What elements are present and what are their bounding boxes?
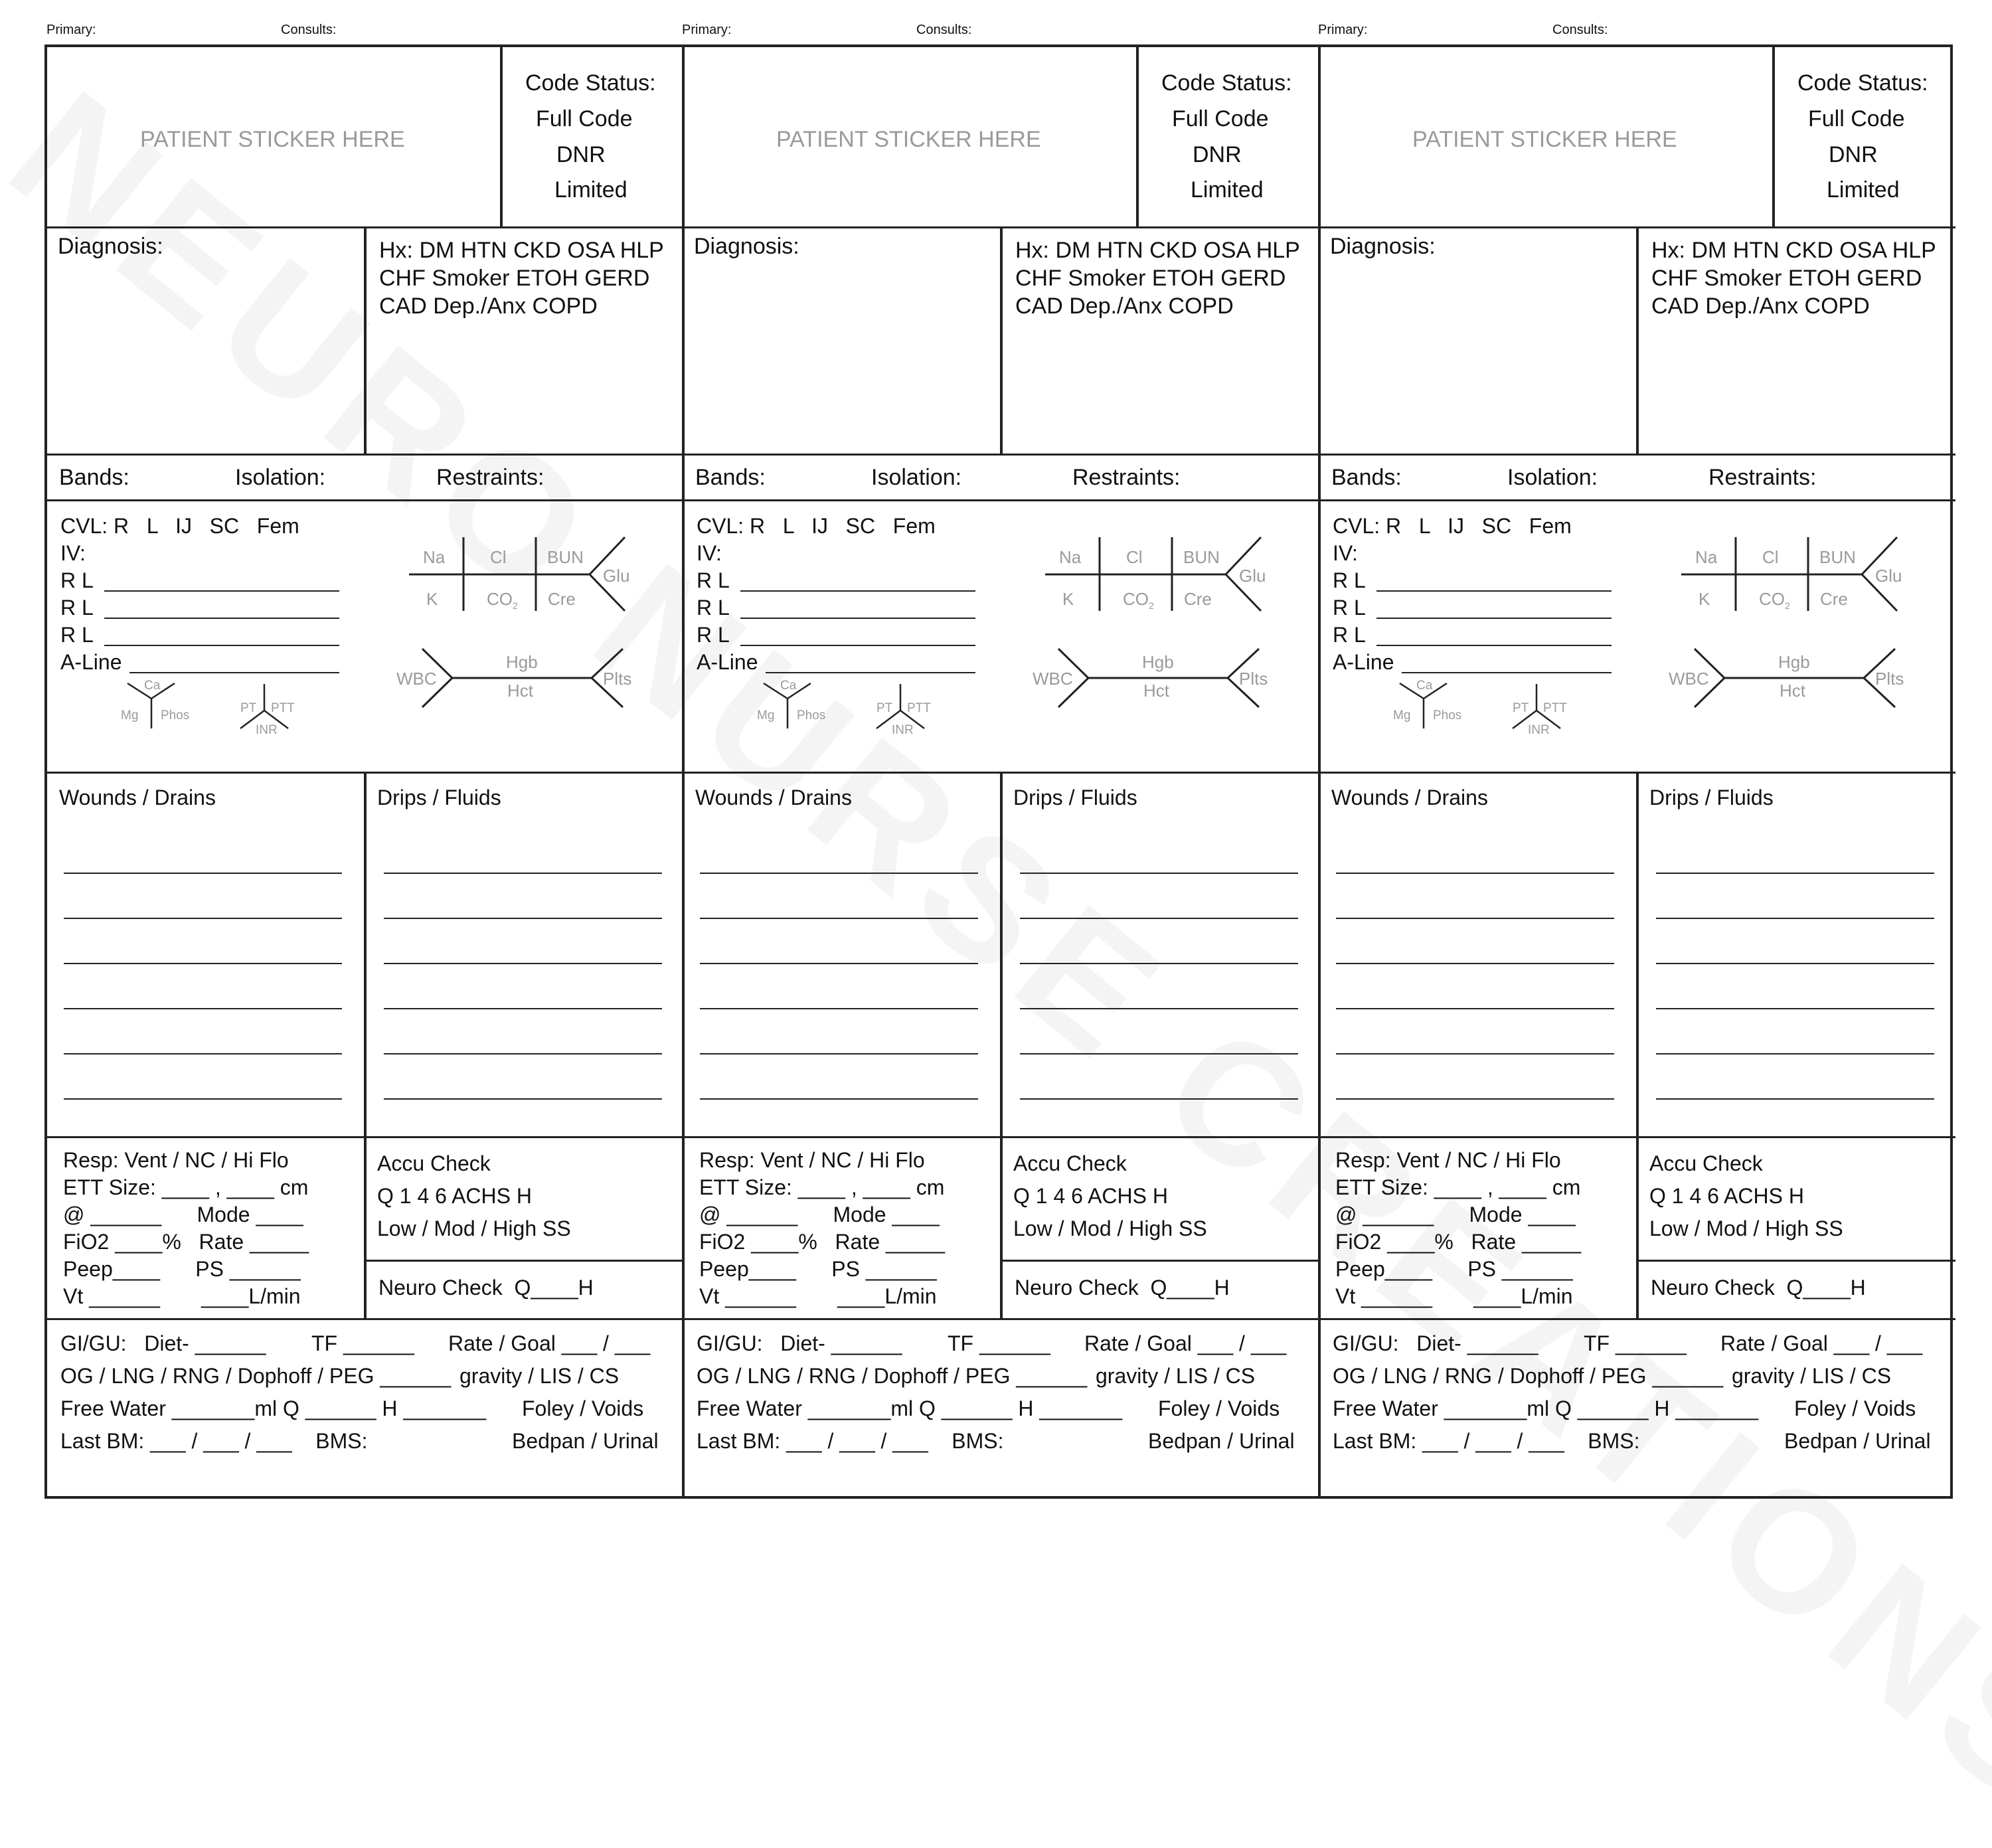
isolation-label: Isolation:	[1507, 465, 1598, 490]
drips-fluids-label: Drips / Fluids	[1649, 786, 1774, 809]
patient-column-3	[1319, 47, 1955, 1496]
iv-line-1-label: R L	[60, 568, 94, 592]
code-status-title: Code Status:	[1797, 70, 1928, 96]
primary-label: Primary:	[46, 23, 96, 37]
wounds-drains-label: Wounds / Drains	[695, 786, 852, 809]
isolation-label: Isolation:	[235, 465, 326, 490]
patient-column-2	[683, 47, 1319, 1496]
hx-line-1: Hx: DM HTN CKD OSA HLP	[379, 238, 664, 263]
gi-last-bm: Last BM: ___ / ___ / ___ BMS:	[697, 1429, 1004, 1453]
resp-line-4: FiO2 ____% Rate _____	[699, 1230, 946, 1254]
gi-free-water: Free Water _______ml Q ______ H _______	[60, 1396, 486, 1420]
gi-tf: TF ______	[311, 1331, 414, 1355]
gi-suction: gravity / LIS / CS	[459, 1364, 620, 1388]
iv-label: IV:	[1333, 541, 1358, 565]
accu-check-frequency: Q 1 4 6 ACHS H	[377, 1184, 532, 1208]
lab-pt: PT	[1513, 701, 1529, 715]
gu-foley-voids: Foley / Voids	[1158, 1396, 1280, 1420]
lab-plts: Plts	[603, 669, 632, 689]
lab-co2-subscript: 2	[1149, 600, 1154, 611]
neuro-check-label: Neuro Check Q____H	[1651, 1276, 1866, 1300]
isolation-label: Isolation:	[871, 465, 962, 490]
resp-line-6: Vt ______ ____L/min	[63, 1284, 301, 1308]
gu-bedpan-urinal: Bedpan / Urinal	[512, 1429, 659, 1453]
resp-line-5: Peep____ PS ______	[1335, 1257, 1573, 1281]
lab-co2-subscript: 2	[1785, 600, 1790, 611]
primary-label: Primary:	[1318, 23, 1368, 37]
aline-label: A-Line	[60, 650, 122, 674]
gu-foley-voids: Foley / Voids	[1794, 1396, 1916, 1420]
gi-suction: gravity / LIS / CS	[1732, 1364, 1892, 1388]
lab-hgb: Hgb	[506, 652, 538, 672]
lab-k: K	[1699, 589, 1710, 609]
resp-line-1: Resp: Vent / NC / Hi Flo	[699, 1148, 925, 1172]
resp-line-5: Peep____ PS ______	[699, 1257, 937, 1281]
resp-line-5: Peep____ PS ______	[63, 1257, 301, 1281]
gu-foley-voids: Foley / Voids	[522, 1396, 644, 1420]
accu-check-label: Accu Check	[1013, 1151, 1127, 1175]
patient-column-1	[47, 47, 683, 1496]
consults-label: Consults:	[916, 23, 972, 37]
patient-sticker-placeholder[interactable]: PATIENT STICKER HERE	[776, 127, 1041, 152]
resp-line-6: Vt ______ ____L/min	[699, 1284, 937, 1308]
drips-fluids-label: Drips / Fluids	[1013, 786, 1137, 809]
iv-line-2-label: R L	[1333, 596, 1366, 620]
column-divider	[1318, 47, 1321, 1496]
lab-bun: BUN	[1819, 547, 1856, 567]
gi-rate-goal: Rate / Goal ___ / ___	[1084, 1331, 1287, 1355]
code-option-limited[interactable]: Limited	[1191, 177, 1264, 203]
lab-hct: Hct	[507, 681, 533, 701]
lab-co2-subscript: 2	[513, 600, 518, 611]
drips-fluids-label: Drips / Fluids	[377, 786, 501, 809]
gu-bedpan-urinal: Bedpan / Urinal	[1148, 1429, 1295, 1453]
cvl-options: CVL: R L IJ SC Fem	[60, 514, 299, 538]
lab-bun: BUN	[1183, 547, 1220, 567]
gi-tube-type: OG / LNG / RNG / Dophoff / PEG ______	[1333, 1364, 1724, 1388]
gi-diet: GI/GU: Diet- ______	[697, 1331, 902, 1355]
gi-free-water: Free Water _______ml Q ______ H _______	[1333, 1396, 1758, 1420]
diagnosis-label: Diagnosis:	[1330, 234, 1436, 259]
lab-cl: Cl	[1126, 547, 1143, 567]
patient-sticker-placeholder[interactable]: PATIENT STICKER HERE	[1412, 127, 1677, 152]
hx-line-3: CAD Dep./Anx COPD	[1651, 294, 1870, 319]
hx-line-1: Hx: DM HTN CKD OSA HLP	[1651, 238, 1936, 263]
lab-pt: PT	[240, 701, 257, 715]
gi-tube-type: OG / LNG / RNG / Dophoff / PEG ______	[60, 1364, 452, 1388]
lab-phos: Phos	[161, 709, 190, 722]
iv-line-3-label: R L	[60, 623, 94, 647]
iv-line-2-label: R L	[60, 596, 94, 620]
lab-hct: Hct	[1780, 681, 1805, 701]
lab-ca: Ca	[780, 679, 797, 693]
lab-cl: Cl	[1762, 547, 1779, 567]
hx-line-2: CHF Smoker ETOH GERD	[379, 266, 650, 291]
code-status-title: Code Status:	[1161, 70, 1292, 96]
iv-line-3-label: R L	[1333, 623, 1366, 647]
lab-plts: Plts	[1875, 669, 1904, 689]
neuro-check-label: Neuro Check Q____H	[378, 1276, 594, 1300]
lab-mg: Mg	[1393, 709, 1411, 722]
iv-label: IV:	[697, 541, 722, 565]
code-option-dnr[interactable]: DNR	[1193, 142, 1242, 167]
resp-line-6: Vt ______ ____L/min	[1335, 1284, 1573, 1308]
lab-co2: CO	[1759, 589, 1785, 609]
lab-ptt: PTT	[907, 701, 931, 715]
resp-line-4: FiO2 ____% Rate _____	[63, 1230, 309, 1254]
code-status-title: Code Status:	[525, 70, 656, 96]
column-divider	[682, 47, 685, 1496]
code-option-full-code[interactable]: Full Code	[1172, 106, 1269, 131]
resp-line-1: Resp: Vent / NC / Hi Flo	[1335, 1148, 1561, 1172]
gu-bedpan-urinal: Bedpan / Urinal	[1784, 1429, 1931, 1453]
gi-rate-goal: Rate / Goal ___ / ___	[448, 1331, 651, 1355]
accu-check-scale: Low / Mod / High SS	[1013, 1217, 1207, 1240]
lab-cre: Cre	[1820, 589, 1848, 609]
gi-diet: GI/GU: Diet- ______	[1333, 1331, 1538, 1355]
aline-label: A-Line	[697, 650, 758, 674]
consults-label: Consults:	[281, 23, 337, 37]
restraints-label: Restraints:	[1072, 465, 1181, 490]
hx-line-3: CAD Dep./Anx COPD	[379, 294, 598, 319]
resp-line-1: Resp: Vent / NC / Hi Flo	[63, 1148, 289, 1172]
lab-ca: Ca	[144, 679, 161, 693]
accu-check-frequency: Q 1 4 6 ACHS H	[1649, 1184, 1804, 1208]
report-grid	[44, 44, 1953, 1499]
lab-ptt: PTT	[1543, 701, 1567, 715]
lab-mg: Mg	[757, 709, 775, 722]
lab-plts: Plts	[1239, 669, 1268, 689]
accu-check-scale: Low / Mod / High SS	[377, 1217, 571, 1240]
code-option-dnr[interactable]: DNR	[1829, 142, 1878, 167]
code-option-full-code[interactable]: Full Code	[1808, 106, 1905, 131]
lab-phos: Phos	[797, 709, 826, 722]
lab-co2: CO	[487, 589, 513, 609]
lab-na: Na	[423, 547, 446, 567]
lab-inr: INR	[256, 723, 278, 737]
lab-cre: Cre	[1184, 589, 1212, 609]
bands-label: Bands:	[695, 465, 766, 490]
gi-free-water: Free Water _______ml Q ______ H _______	[697, 1396, 1122, 1420]
wounds-drains-label: Wounds / Drains	[1331, 786, 1488, 809]
lab-ptt: PTT	[271, 701, 295, 715]
lab-na: Na	[1059, 547, 1082, 567]
resp-line-3: @ ______ Mode ____	[63, 1203, 303, 1226]
lab-wbc: WBC	[396, 669, 437, 689]
diagnosis-label: Diagnosis:	[58, 234, 163, 259]
restraints-label: Restraints:	[436, 465, 544, 490]
lab-k: K	[1062, 589, 1074, 609]
lab-co2: CO	[1123, 589, 1149, 609]
restraints-label: Restraints:	[1708, 465, 1817, 490]
neuro-check-label: Neuro Check Q____H	[1015, 1276, 1230, 1300]
gi-tf: TF ______	[948, 1331, 1050, 1355]
iv-label: IV:	[60, 541, 86, 565]
accu-check-label: Accu Check	[1649, 1151, 1763, 1175]
gi-tf: TF ______	[1584, 1331, 1687, 1355]
lab-mg: Mg	[121, 709, 139, 722]
gi-last-bm: Last BM: ___ / ___ / ___ BMS:	[1333, 1429, 1640, 1453]
gi-diet: GI/GU: Diet- ______	[60, 1331, 266, 1355]
bands-label: Bands:	[59, 465, 129, 490]
resp-line-2: ETT Size: ____ , ____ cm	[699, 1175, 945, 1199]
code-option-limited[interactable]: Limited	[1827, 177, 1900, 203]
code-option-limited[interactable]: Limited	[554, 177, 627, 203]
hx-line-3: CAD Dep./Anx COPD	[1015, 294, 1234, 319]
hx-line-2: CHF Smoker ETOH GERD	[1015, 266, 1286, 291]
hx-line-2: CHF Smoker ETOH GERD	[1651, 266, 1922, 291]
gi-suction: gravity / LIS / CS	[1096, 1364, 1256, 1388]
resp-line-2: ETT Size: ____ , ____ cm	[1335, 1175, 1581, 1199]
lab-pt: PT	[876, 701, 893, 715]
gi-tube-type: OG / LNG / RNG / Dophoff / PEG ______	[697, 1364, 1088, 1388]
lab-bun: BUN	[547, 547, 584, 567]
primary-label: Primary:	[682, 23, 732, 37]
lab-cre: Cre	[548, 589, 576, 609]
lab-glu: Glu	[603, 566, 630, 586]
lab-wbc: WBC	[1669, 669, 1709, 689]
lab-glu: Glu	[1875, 566, 1902, 586]
lab-diagrams	[1319, 499, 1955, 772]
lab-ca: Ca	[1416, 679, 1433, 693]
lab-wbc: WBC	[1033, 669, 1073, 689]
code-option-full-code[interactable]: Full Code	[536, 106, 633, 131]
lab-diagrams	[47, 499, 683, 772]
gi-last-bm: Last BM: ___ / ___ / ___ BMS:	[60, 1429, 368, 1453]
diagnosis-label: Diagnosis:	[694, 234, 799, 259]
lab-glu: Glu	[1239, 566, 1266, 586]
cvl-options: CVL: R L IJ SC Fem	[697, 514, 936, 538]
lab-phos: Phos	[1433, 709, 1462, 722]
lab-cl: Cl	[490, 547, 507, 567]
bands-label: Bands:	[1331, 465, 1402, 490]
lab-hgb: Hgb	[1142, 652, 1174, 672]
lab-diagrams	[683, 499, 1319, 772]
iv-line-3-label: R L	[697, 623, 730, 647]
accu-check-label: Accu Check	[377, 1151, 491, 1175]
lab-hct: Hct	[1143, 681, 1169, 701]
lab-hgb: Hgb	[1778, 652, 1810, 672]
resp-line-2: ETT Size: ____ , ____ cm	[63, 1175, 309, 1199]
wounds-drains-label: Wounds / Drains	[59, 786, 216, 809]
patient-sticker-placeholder[interactable]: PATIENT STICKER HERE	[140, 127, 405, 152]
accu-check-frequency: Q 1 4 6 ACHS H	[1013, 1184, 1168, 1208]
consults-label: Consults:	[1552, 23, 1608, 37]
resp-line-3: @ ______ Mode ____	[1335, 1203, 1576, 1226]
aline-label: A-Line	[1333, 650, 1394, 674]
lab-k: K	[426, 589, 438, 609]
gi-rate-goal: Rate / Goal ___ / ___	[1720, 1331, 1923, 1355]
iv-line-1-label: R L	[1333, 568, 1366, 592]
resp-line-4: FiO2 ____% Rate _____	[1335, 1230, 1582, 1254]
lab-inr: INR	[1528, 723, 1550, 737]
iv-line-2-label: R L	[697, 596, 730, 620]
cvl-options: CVL: R L IJ SC Fem	[1333, 514, 1572, 538]
lab-na: Na	[1695, 547, 1718, 567]
code-option-dnr[interactable]: DNR	[556, 142, 606, 167]
hx-line-1: Hx: DM HTN CKD OSA HLP	[1015, 238, 1300, 263]
lab-inr: INR	[892, 723, 914, 737]
resp-line-3: @ ______ Mode ____	[699, 1203, 940, 1226]
iv-line-1-label: R L	[697, 568, 730, 592]
accu-check-scale: Low / Mod / High SS	[1649, 1217, 1843, 1240]
